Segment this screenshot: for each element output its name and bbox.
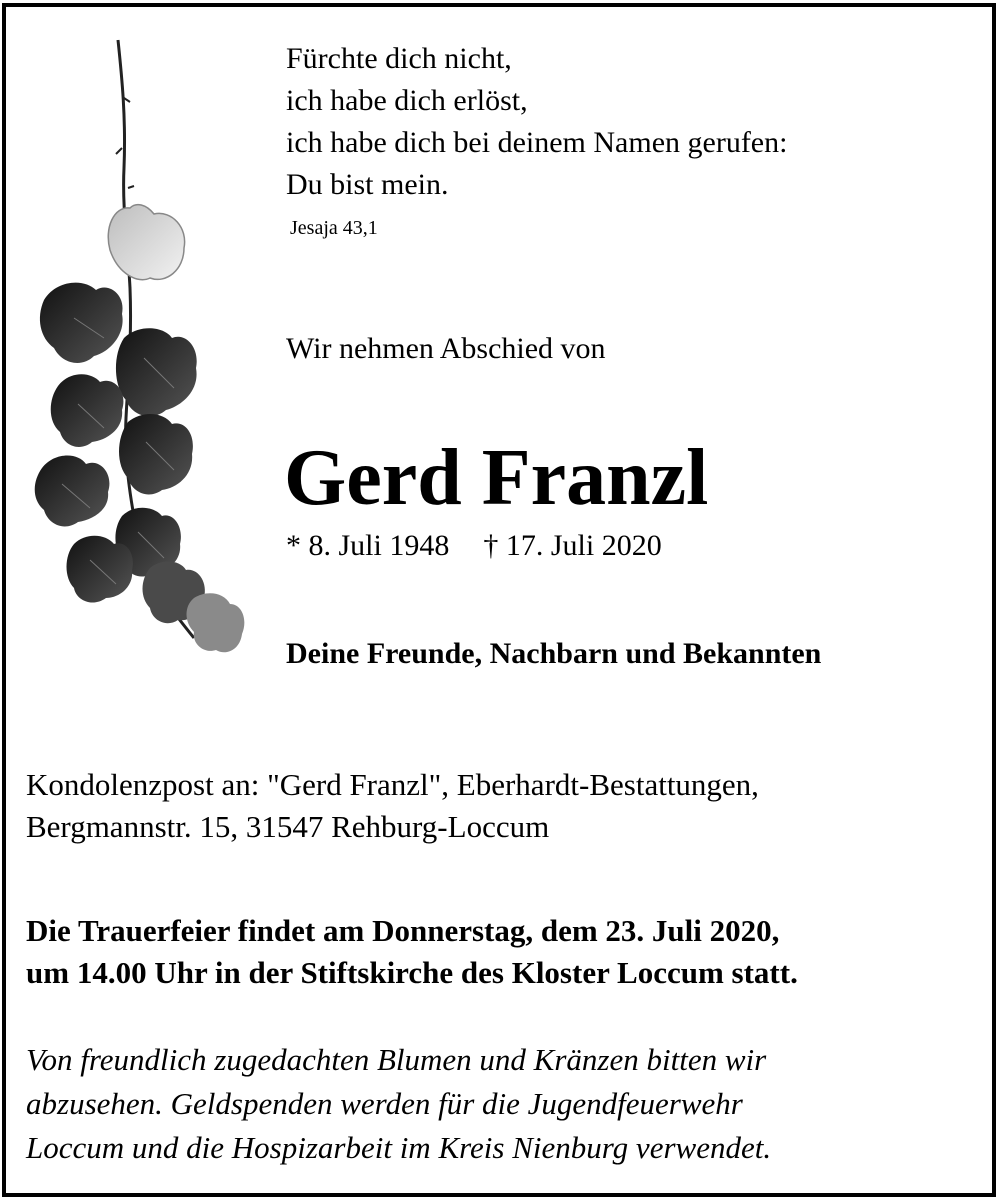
bible-verse	[286, 38, 787, 206]
donation-note	[26, 1038, 771, 1170]
ceremony-line: um 14.00 Uhr in der Stiftskirche des Kloster Loccum statt.	[26, 955, 798, 990]
verse-line: Du bist mein.	[286, 168, 449, 201]
life-dates	[286, 527, 662, 565]
note-line: Von freundlich zugedachten Blumen und Kränzen bitten wir	[26, 1042, 767, 1077]
condolence-line: Kondolenzpost an: "Gerd Franzl", Eberhardt-Bestattungen,	[26, 767, 759, 802]
ivy-branch-icon	[34, 38, 250, 664]
deceased-name: Gerd Franzl	[284, 434, 709, 522]
note-line: abzusehen. Geldspenden werden für die Jugendfeuerwehr	[26, 1086, 743, 1121]
note-line: Loccum und die Hospizarbeit im Kreis Nienburg verwendet.	[26, 1130, 772, 1165]
verse-line: ich habe dich bei deinem Namen gerufen:	[286, 126, 788, 159]
mourners-signature: Deine Freunde, Nachbarn und Bekannten	[286, 637, 822, 670]
verse-line: ich habe dich erlöst,	[286, 84, 528, 117]
condolence-address	[26, 764, 759, 848]
death-date: † 17. Juli 2020	[483, 529, 662, 562]
birth-date: * 8. Juli 1948	[286, 529, 450, 562]
condolence-line: Bergmannstr. 15, 31547 Rehburg-Loccum	[26, 809, 550, 844]
verse-source: Jesaja 43,1	[290, 217, 378, 239]
farewell-text: Wir nehmen Abschied von	[286, 332, 606, 365]
verse-line: Fürchte dich nicht,	[286, 42, 512, 75]
ceremony-line: Die Trauerfeier findet am Donnerstag, dem 23. Juli 2020,	[26, 913, 780, 948]
funeral-ceremony-info	[26, 910, 798, 994]
